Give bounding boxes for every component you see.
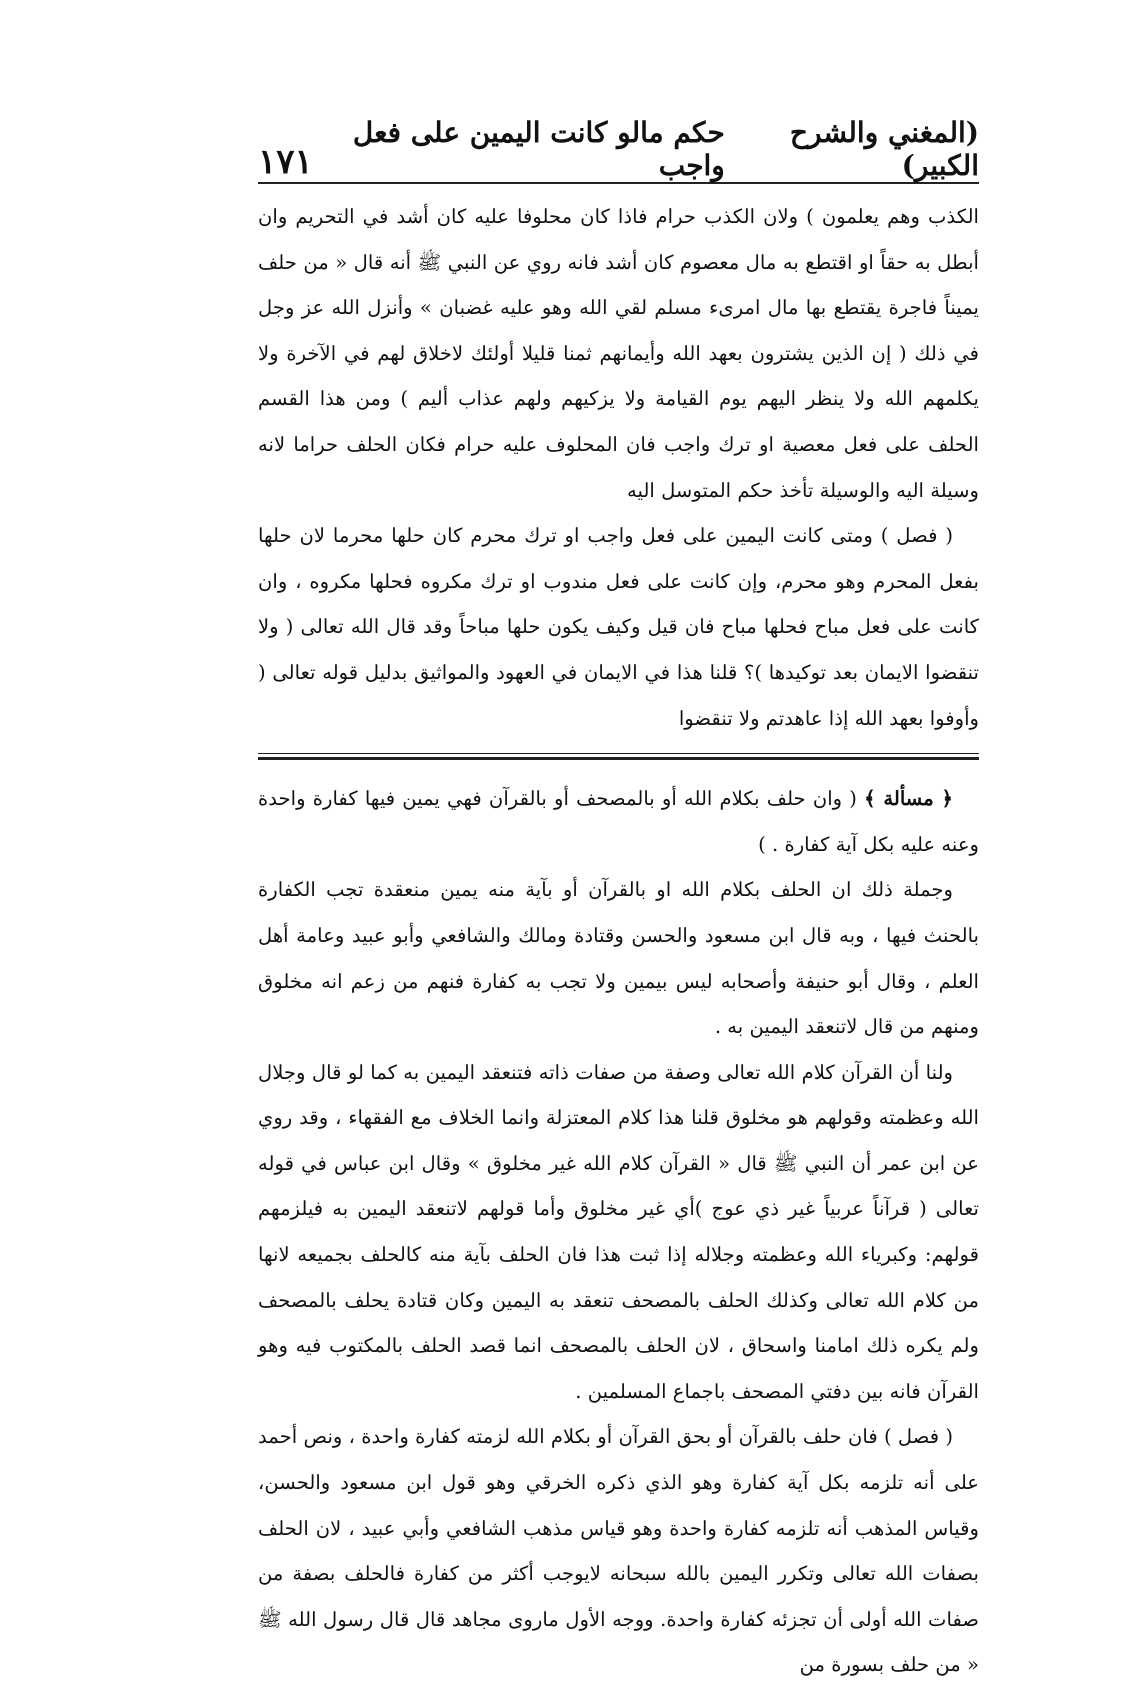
masala-text: ( وان حلف بكلام الله أو بالمصحف أو بالقرآن فهي يمين فيها كفارة واحدة وعنه عليه بكل آية كفارة . ) — [258, 787, 979, 856]
book-title: (المغني والشرح الكبير) — [789, 116, 979, 182]
paragraph: ولنا أن القرآن كلام الله تعالى وصفة من صفات ذاته فتنعقد اليمين به كما لو قال وجلال الله وعظمته وقولهم هو مخلوق قلنا هذا كلام المعتزلة وانما الخلاف مع الفقهاء ، وقد روي عن ابن عمر أن النبي ﷺ قال « القرآن كلام الله غير مخلوق » وقال ابن عباس في قوله تعالى ( قرآناً عربياً غير ذي عوج )أي غير مخلوق وأما قولهم لاتنعقد اليمين به فيلزمهم قولهم: وكبرياء الله وعظمته وجلاله إذا ثبت هذا فان الحلف بآية منه كالحلف بجميعه لانها من كلام الله تعالى وكذلك الحلف بالمصحف تنعقد به اليمين وكان قتادة يحلف بالمصحف ولم يكره ذلك امامنا واسحاق ، لان الحلف بالمصحف انما قصد الحلف بالمكتوب فيه وهو القرآن فانه بين دفتي المصحف باجماع المسلمين . — [258, 1060, 979, 1403]
masala-paragraph — [258, 776, 979, 867]
section-separator — [258, 753, 979, 760]
upper-text — [258, 194, 979, 741]
separator-line — [258, 757, 979, 760]
masala-marker: ﴿ مسألة ﴾ — [864, 787, 953, 811]
paragraph: ( فصل ) ومتى كانت اليمين على فعل واجب او ترك محرم كان حلها محرما لان حلها بفعل المحرم وهو محرم، وإن كانت على فعل مندوب او ترك مكروه فحلها مكروه ، وان كانت على فعل مباح فحلها مباح فان قيل وكيف يكون حلها مباحاً وقد قال الله تعالى ( ولا تنقضوا الايمان بعد توكيدها )؟ قلنا هذا في الايمان في العهود والمواثيق بدليل قوله تعالى ( وأوفوا بعهد الله إذا عاهدتم ولا تنقضوا — [258, 524, 979, 730]
paragraph: ( فصل ) فان حلف بالقرآن أو بحق القرآن أو بكلام الله لزمته كفارة واحدة ، ونص أحمد على أنه تلزمه بكل آية كفارة وهو الذي ذكره الخرقي وهو قول ابن مسعود والحسن، وقياس المذهب أنه تلزمه كفارة واحدة وهو قياس مذهب الشافعي وأبي عبيد ، لان الحلف بصفات الله تعالى وتكرر اليمين بالله سبحانه لايوجب أكثر من كفارة فالحلف بصفة من صفات الله أولى أن تجزئه كفارة واحدة. ووجه الأول ماروى مجاهد قال قال رسول الله ﷺ « من حلف بسورة من — [258, 1425, 979, 1677]
page-header — [258, 118, 979, 184]
paragraph: الكذب وهم يعلمون ) ولان الكذب حرام فاذا كان محلوفا عليه كان أشد في التحريم وان أبطل به حقاً او اقتطع به مال معصوم كان أشد فانه روي عن النبي ﷺ أنه قال « من حلف يميناً فاجرة يقتطع بها مال امرىء مسلم لقي الله وهو عليه غضبان » وأنزل الله عز وجل في ذلك ( إن الذين يشترون بعهد الله وأيمانهم ثمنا قليلا أولئك لاخلاق لهم في الآخرة ولا يكلمهم الله ولا ينظر اليهم يوم القيامة ولا يزكيهم ولهم عذاب أليم ) ومن هذا القسم الحلف على فعل معصية او ترك واجب فان المحلوف عليه حرام فكان الحلف حراما لانه وسيلة اليه والوسيلة تأخذ حكم المتوسل اليه — [258, 205, 979, 502]
lower-text — [258, 776, 979, 1688]
page-number: ١٧١ — [258, 142, 313, 182]
separator-line — [258, 753, 979, 754]
paragraph: وجملة ذلك ان الحلف بكلام الله او بالقرآن أو بآية منه يمين منعقدة تجب الكفارة بالحنث فيها ، وبه قال ابن مسعود والحسن وقتادة ومالك والشافعي وأبو عبيد وعامة أهل العلم ، وقال أبو حنيفة وأصحابه ليس بيمين ولا تجب به كفارة فنهم من زعم انه مخلوق ومنهم من قال لاتنعقد اليمين به . — [258, 878, 979, 1039]
section-title: حكم مالو كانت اليمين على فعل واجب — [352, 116, 725, 182]
